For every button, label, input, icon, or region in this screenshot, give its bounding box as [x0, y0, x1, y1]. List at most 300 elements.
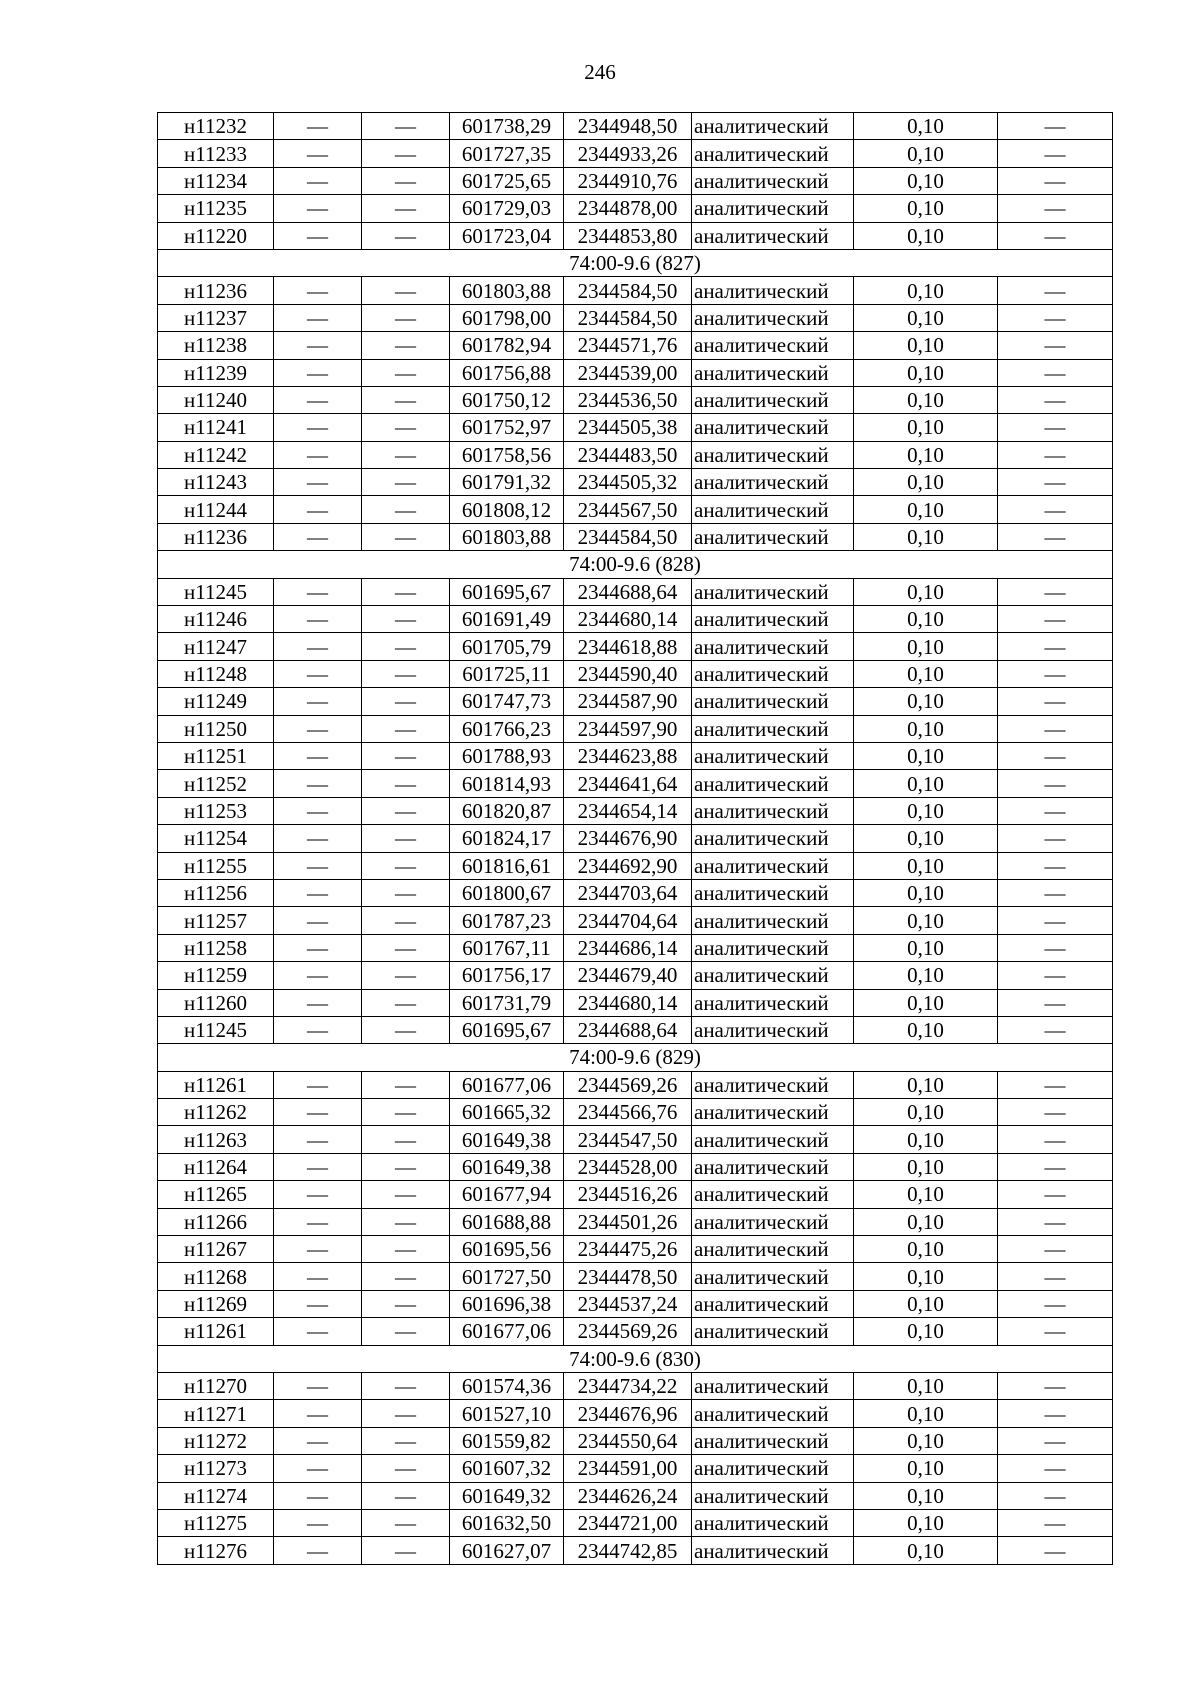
dash-cell: — [362, 414, 450, 441]
y-coordinate-cell: 2344569,26 [564, 1318, 692, 1345]
dash-cell: — [274, 825, 362, 852]
x-coordinate-cell: 601559,82 [450, 1427, 564, 1454]
accuracy-cell: 0,10 [854, 633, 998, 660]
x-coordinate-cell: 601696,38 [450, 1290, 564, 1317]
dash-cell: — [362, 578, 450, 605]
dash-cell: — [362, 496, 450, 523]
method-cell: аналитический [692, 1181, 854, 1208]
y-coordinate-cell: 2344539,00 [564, 359, 692, 386]
dash-cell: — [274, 852, 362, 879]
y-coordinate-cell: 2344505,32 [564, 469, 692, 496]
dash-cell: — [274, 1509, 362, 1536]
point-id-cell: н11256 [158, 879, 274, 906]
dash-cell: — [998, 578, 1113, 605]
coordinates-table [157, 112, 1113, 1565]
table-row [158, 1427, 1113, 1454]
y-coordinate-cell: 2344641,64 [564, 770, 692, 797]
method-cell: аналитический [692, 222, 854, 249]
method-cell: аналитический [692, 469, 854, 496]
dash-cell: — [362, 962, 450, 989]
point-id-cell: н11254 [158, 825, 274, 852]
y-coordinate-cell: 2344475,26 [564, 1236, 692, 1263]
point-id-cell: н11266 [158, 1208, 274, 1235]
table-row [158, 1126, 1113, 1153]
x-coordinate-cell: 601824,17 [450, 825, 564, 852]
y-coordinate-cell: 2344680,14 [564, 606, 692, 633]
dash-cell: — [362, 1290, 450, 1317]
y-coordinate-cell: 2344483,50 [564, 441, 692, 468]
dash-cell: — [362, 688, 450, 715]
method-cell: аналитический [692, 770, 854, 797]
y-coordinate-cell: 2344618,88 [564, 633, 692, 660]
dash-cell: — [274, 1290, 362, 1317]
y-coordinate-cell: 2344537,24 [564, 1290, 692, 1317]
dash-cell: — [274, 1537, 362, 1564]
x-coordinate-cell: 601695,67 [450, 578, 564, 605]
table-row [158, 1099, 1113, 1126]
table-row [158, 441, 1113, 468]
table-row [158, 414, 1113, 441]
dash-cell: — [998, 1236, 1113, 1263]
method-cell: аналитический [692, 195, 854, 222]
dash-cell: — [362, 469, 450, 496]
point-id-cell: н11268 [158, 1263, 274, 1290]
table-row [158, 934, 1113, 961]
table-row [158, 578, 1113, 605]
dash-cell: — [362, 1482, 450, 1509]
x-coordinate-cell: 601725,65 [450, 167, 564, 194]
y-coordinate-cell: 2344590,40 [564, 660, 692, 687]
dash-cell: — [998, 1126, 1113, 1153]
accuracy-cell: 0,10 [854, 496, 998, 523]
point-id-cell: н11263 [158, 1126, 274, 1153]
accuracy-cell: 0,10 [854, 1290, 998, 1317]
dash-cell: — [362, 1372, 450, 1399]
dash-cell: — [362, 277, 450, 304]
x-coordinate-cell: 601820,87 [450, 797, 564, 824]
dash-cell: — [274, 359, 362, 386]
method-cell: аналитический [692, 1400, 854, 1427]
y-coordinate-cell: 2344679,40 [564, 962, 692, 989]
x-coordinate-cell: 601677,06 [450, 1071, 564, 1098]
y-coordinate-cell: 2344626,24 [564, 1482, 692, 1509]
table-row [158, 633, 1113, 660]
dash-cell: — [998, 1071, 1113, 1098]
y-coordinate-cell: 2344587,90 [564, 688, 692, 715]
table-row [158, 962, 1113, 989]
y-coordinate-cell: 2344566,76 [564, 1099, 692, 1126]
accuracy-cell: 0,10 [854, 962, 998, 989]
accuracy-cell: 0,10 [854, 469, 998, 496]
point-id-cell: н11252 [158, 770, 274, 797]
table-body [158, 113, 1113, 1565]
x-coordinate-cell: 601803,88 [450, 523, 564, 550]
accuracy-cell: 0,10 [854, 1208, 998, 1235]
method-cell: аналитический [692, 1263, 854, 1290]
y-coordinate-cell: 2344654,14 [564, 797, 692, 824]
dash-cell: — [362, 633, 450, 660]
y-coordinate-cell: 2344547,50 [564, 1126, 692, 1153]
accuracy-cell: 0,10 [854, 195, 998, 222]
x-coordinate-cell: 601798,00 [450, 304, 564, 331]
x-coordinate-cell: 601747,73 [450, 688, 564, 715]
x-coordinate-cell: 601731,79 [450, 989, 564, 1016]
y-coordinate-cell: 2344692,90 [564, 852, 692, 879]
dash-cell: — [274, 688, 362, 715]
x-coordinate-cell: 601665,32 [450, 1099, 564, 1126]
table-row [158, 1455, 1113, 1482]
accuracy-cell: 0,10 [854, 907, 998, 934]
dash-cell: — [998, 989, 1113, 1016]
point-id-cell: н11269 [158, 1290, 274, 1317]
dash-cell: — [362, 770, 450, 797]
y-coordinate-cell: 2344933,26 [564, 140, 692, 167]
dash-cell: — [998, 222, 1113, 249]
accuracy-cell: 0,10 [854, 1126, 998, 1153]
accuracy-cell: 0,10 [854, 660, 998, 687]
dash-cell: — [274, 1071, 362, 1098]
dash-cell: — [362, 1016, 450, 1043]
dash-cell: — [274, 1400, 362, 1427]
dash-cell: — [274, 660, 362, 687]
y-coordinate-cell: 2344676,96 [564, 1400, 692, 1427]
method-cell: аналитический [692, 496, 854, 523]
method-cell: аналитический [692, 1455, 854, 1482]
point-id-cell: н11235 [158, 195, 274, 222]
point-id-cell: н11273 [158, 1455, 274, 1482]
table-row [158, 879, 1113, 906]
y-coordinate-cell: 2344584,50 [564, 277, 692, 304]
table-row [158, 770, 1113, 797]
method-cell: аналитический [692, 1208, 854, 1235]
accuracy-cell: 0,10 [854, 852, 998, 879]
section-header-row [158, 249, 1113, 276]
x-coordinate-cell: 601725,11 [450, 660, 564, 687]
dash-cell: — [998, 934, 1113, 961]
dash-cell: — [998, 907, 1113, 934]
dash-cell: — [362, 606, 450, 633]
dash-cell: — [998, 606, 1113, 633]
dash-cell: — [274, 797, 362, 824]
x-coordinate-cell: 601782,94 [450, 332, 564, 359]
x-coordinate-cell: 601756,88 [450, 359, 564, 386]
dash-cell: — [998, 1290, 1113, 1317]
point-id-cell: н11248 [158, 660, 274, 687]
y-coordinate-cell: 2344676,90 [564, 825, 692, 852]
accuracy-cell: 0,10 [854, 1236, 998, 1263]
accuracy-cell: 0,10 [854, 606, 998, 633]
accuracy-cell: 0,10 [854, 770, 998, 797]
accuracy-cell: 0,10 [854, 1455, 998, 1482]
dash-cell: — [274, 1427, 362, 1454]
dash-cell: — [998, 1537, 1113, 1564]
y-coordinate-cell: 2344721,00 [564, 1509, 692, 1536]
point-id-cell: н11255 [158, 852, 274, 879]
table-row [158, 113, 1113, 140]
dash-cell: — [998, 825, 1113, 852]
x-coordinate-cell: 601677,94 [450, 1181, 564, 1208]
dash-cell: — [274, 441, 362, 468]
method-cell: аналитический [692, 742, 854, 769]
table-row [158, 852, 1113, 879]
table-row [158, 386, 1113, 413]
dash-cell: — [362, 1153, 450, 1180]
x-coordinate-cell: 601649,38 [450, 1126, 564, 1153]
accuracy-cell: 0,10 [854, 1099, 998, 1126]
method-cell: аналитический [692, 660, 854, 687]
table-row [158, 1016, 1113, 1043]
method-cell: аналитический [692, 907, 854, 934]
x-coordinate-cell: 601727,35 [450, 140, 564, 167]
y-coordinate-cell: 2344567,50 [564, 496, 692, 523]
dash-cell: — [362, 660, 450, 687]
dash-cell: — [362, 742, 450, 769]
point-id-cell: н11261 [158, 1071, 274, 1098]
point-id-cell: н11270 [158, 1372, 274, 1399]
dash-cell: — [362, 852, 450, 879]
accuracy-cell: 0,10 [854, 359, 998, 386]
y-coordinate-cell: 2344910,76 [564, 167, 692, 194]
dash-cell: — [998, 1208, 1113, 1235]
dash-cell: — [998, 962, 1113, 989]
point-id-cell: н11264 [158, 1153, 274, 1180]
x-coordinate-cell: 601527,10 [450, 1400, 564, 1427]
accuracy-cell: 0,10 [854, 934, 998, 961]
dash-cell: — [274, 140, 362, 167]
accuracy-cell: 0,10 [854, 825, 998, 852]
table-row [158, 1372, 1113, 1399]
table-row [158, 742, 1113, 769]
x-coordinate-cell: 601766,23 [450, 715, 564, 742]
dash-cell: — [274, 962, 362, 989]
accuracy-cell: 0,10 [854, 1509, 998, 1536]
table-row [158, 907, 1113, 934]
accuracy-cell: 0,10 [854, 1318, 998, 1345]
table-row [158, 496, 1113, 523]
method-cell: аналитический [692, 414, 854, 441]
accuracy-cell: 0,10 [854, 441, 998, 468]
dash-cell: — [274, 1126, 362, 1153]
dash-cell: — [998, 660, 1113, 687]
y-coordinate-cell: 2344516,26 [564, 1181, 692, 1208]
dash-cell: — [998, 1263, 1113, 1290]
accuracy-cell: 0,10 [854, 386, 998, 413]
x-coordinate-cell: 601607,32 [450, 1455, 564, 1482]
table-row [158, 1290, 1113, 1317]
method-cell: аналитический [692, 1099, 854, 1126]
table-row [158, 1236, 1113, 1263]
table-row [158, 469, 1113, 496]
dash-cell: — [274, 332, 362, 359]
table-row [158, 660, 1113, 687]
accuracy-cell: 0,10 [854, 222, 998, 249]
dash-cell: — [362, 1400, 450, 1427]
method-cell: аналитический [692, 1427, 854, 1454]
y-coordinate-cell: 2344623,88 [564, 742, 692, 769]
method-cell: аналитический [692, 277, 854, 304]
method-cell: аналитический [692, 441, 854, 468]
table-row [158, 222, 1113, 249]
method-cell: аналитический [692, 386, 854, 413]
y-coordinate-cell: 2344853,80 [564, 222, 692, 249]
table-row [158, 989, 1113, 1016]
dash-cell: — [998, 1372, 1113, 1399]
dash-cell: — [362, 879, 450, 906]
method-cell: аналитический [692, 332, 854, 359]
page-number: 246 [584, 60, 616, 84]
dash-cell: — [274, 414, 362, 441]
method-cell: аналитический [692, 304, 854, 331]
accuracy-cell: 0,10 [854, 1071, 998, 1098]
accuracy-cell: 0,10 [854, 332, 998, 359]
method-cell: аналитический [692, 688, 854, 715]
point-id-cell: н11247 [158, 633, 274, 660]
method-cell: аналитический [692, 1290, 854, 1317]
table-row [158, 140, 1113, 167]
point-id-cell: н11251 [158, 742, 274, 769]
dash-cell: — [362, 1537, 450, 1564]
table-row [158, 359, 1113, 386]
accuracy-cell: 0,10 [854, 1181, 998, 1208]
x-coordinate-cell: 601758,56 [450, 441, 564, 468]
method-cell: аналитический [692, 140, 854, 167]
table-row [158, 304, 1113, 331]
accuracy-cell: 0,10 [854, 1400, 998, 1427]
x-coordinate-cell: 601688,88 [450, 1208, 564, 1235]
accuracy-cell: 0,10 [854, 414, 998, 441]
dash-cell: — [998, 332, 1113, 359]
method-cell: аналитический [692, 578, 854, 605]
dash-cell: — [998, 715, 1113, 742]
dash-cell: — [274, 304, 362, 331]
x-coordinate-cell: 601750,12 [450, 386, 564, 413]
y-coordinate-cell: 2344704,64 [564, 907, 692, 934]
dash-cell: — [998, 140, 1113, 167]
method-cell: аналитический [692, 715, 854, 742]
section-title: 74:00-9.6 (828) [158, 551, 1113, 578]
y-coordinate-cell: 2344742,85 [564, 1537, 692, 1564]
dash-cell: — [362, 1071, 450, 1098]
dash-cell: — [362, 359, 450, 386]
dash-cell: — [998, 414, 1113, 441]
section-header-row [158, 1044, 1113, 1071]
dash-cell: — [274, 469, 362, 496]
y-coordinate-cell: 2344591,00 [564, 1455, 692, 1482]
dash-cell: — [362, 797, 450, 824]
table-row [158, 332, 1113, 359]
dash-cell: — [998, 1099, 1113, 1126]
dash-cell: — [362, 167, 450, 194]
point-id-cell: н11240 [158, 386, 274, 413]
dash-cell: — [998, 688, 1113, 715]
dash-cell: — [274, 907, 362, 934]
x-coordinate-cell: 601814,93 [450, 770, 564, 797]
accuracy-cell: 0,10 [854, 1016, 998, 1043]
x-coordinate-cell: 601800,67 [450, 879, 564, 906]
dash-cell: — [274, 934, 362, 961]
method-cell: аналитический [692, 633, 854, 660]
accuracy-cell: 0,10 [854, 797, 998, 824]
dash-cell: — [362, 140, 450, 167]
point-id-cell: н11275 [158, 1509, 274, 1536]
x-coordinate-cell: 601649,32 [450, 1482, 564, 1509]
dash-cell: — [998, 304, 1113, 331]
section-title: 74:00-9.6 (827) [158, 249, 1113, 276]
dash-cell: — [362, 934, 450, 961]
x-coordinate-cell: 601752,97 [450, 414, 564, 441]
point-id-cell: н11237 [158, 304, 274, 331]
dash-cell: — [274, 1153, 362, 1180]
point-id-cell: н11253 [158, 797, 274, 824]
dash-cell: — [274, 633, 362, 660]
y-coordinate-cell: 2344948,50 [564, 113, 692, 140]
dash-cell: — [362, 113, 450, 140]
dash-cell: — [362, 222, 450, 249]
table-row [158, 1181, 1113, 1208]
dash-cell: — [274, 1181, 362, 1208]
dash-cell: — [362, 1126, 450, 1153]
dash-cell: — [998, 879, 1113, 906]
point-id-cell: н11236 [158, 277, 274, 304]
x-coordinate-cell: 601723,04 [450, 222, 564, 249]
table-row [158, 1537, 1113, 1564]
dash-cell: — [362, 441, 450, 468]
table-row [158, 1482, 1113, 1509]
dash-cell: — [274, 523, 362, 550]
y-coordinate-cell: 2344703,64 [564, 879, 692, 906]
dash-cell: — [998, 1427, 1113, 1454]
dash-cell: — [274, 879, 362, 906]
dash-cell: — [274, 1236, 362, 1263]
method-cell: аналитический [692, 989, 854, 1016]
y-coordinate-cell: 2344688,64 [564, 578, 692, 605]
section-header-row [158, 1345, 1113, 1372]
x-coordinate-cell: 601677,06 [450, 1318, 564, 1345]
method-cell: аналитический [692, 606, 854, 633]
dash-cell: — [998, 496, 1113, 523]
dash-cell: — [274, 1016, 362, 1043]
x-coordinate-cell: 601767,11 [450, 934, 564, 961]
table-row [158, 606, 1113, 633]
dash-cell: — [274, 167, 362, 194]
x-coordinate-cell: 601791,32 [450, 469, 564, 496]
dash-cell: — [998, 797, 1113, 824]
dash-cell: — [274, 1099, 362, 1126]
point-id-cell: н11272 [158, 1427, 274, 1454]
point-id-cell: н11257 [158, 907, 274, 934]
point-id-cell: н11276 [158, 1537, 274, 1564]
y-coordinate-cell: 2344680,14 [564, 989, 692, 1016]
table-row [158, 167, 1113, 194]
point-id-cell: н11261 [158, 1318, 274, 1345]
y-coordinate-cell: 2344584,50 [564, 304, 692, 331]
dash-cell: — [998, 770, 1113, 797]
x-coordinate-cell: 601787,23 [450, 907, 564, 934]
dash-cell: — [274, 386, 362, 413]
y-coordinate-cell: 2344528,00 [564, 1153, 692, 1180]
method-cell: аналитический [692, 113, 854, 140]
y-coordinate-cell: 2344686,14 [564, 934, 692, 961]
table-row [158, 1318, 1113, 1345]
dash-cell: — [362, 907, 450, 934]
dash-cell: — [362, 1236, 450, 1263]
section-header-row [158, 551, 1113, 578]
point-id-cell: н11258 [158, 934, 274, 961]
dash-cell: — [998, 852, 1113, 879]
dash-cell: — [998, 195, 1113, 222]
accuracy-cell: 0,10 [854, 1537, 998, 1564]
x-coordinate-cell: 601816,61 [450, 852, 564, 879]
